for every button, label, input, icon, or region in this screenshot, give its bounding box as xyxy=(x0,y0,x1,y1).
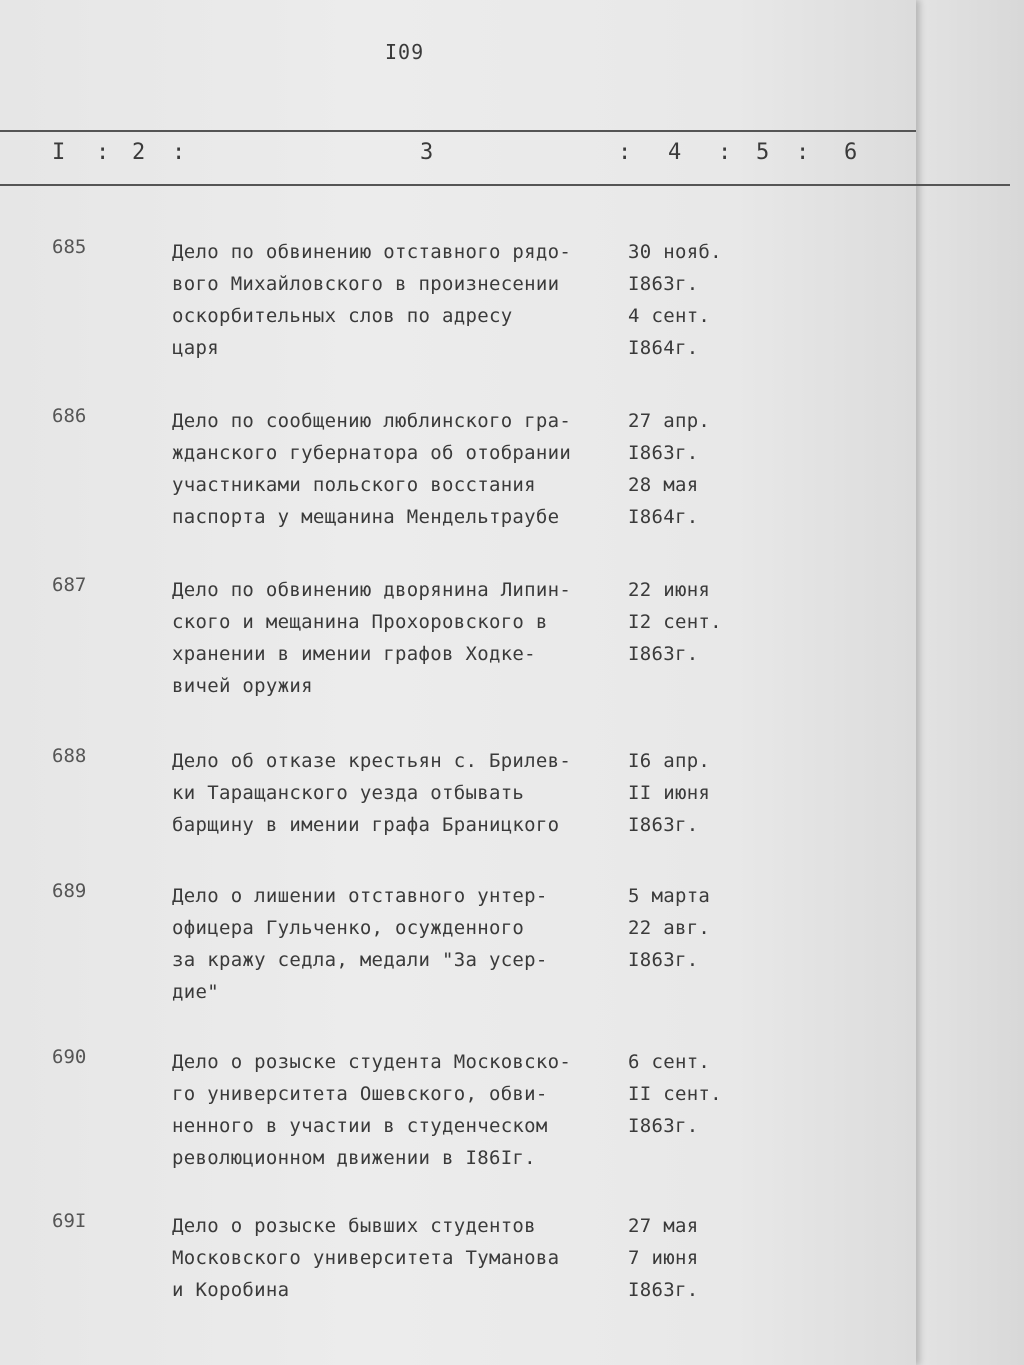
description-line: вого Михайловского в произнесении xyxy=(172,273,560,295)
description-line: революционном движении в I86Iг. xyxy=(172,1147,536,1169)
date-line: I863г. xyxy=(628,442,699,464)
entry-number: 689 xyxy=(52,880,87,902)
entry-dates xyxy=(628,1046,748,1142)
entry-dates xyxy=(628,1210,748,1306)
entry-number: 69I xyxy=(52,1210,87,1232)
description-line: офицера Гульченко, осужденного xyxy=(172,917,525,939)
date-line: 6 сент. xyxy=(628,1051,711,1073)
entry-description xyxy=(172,745,622,841)
description-line: Дело о розыске бывших студентов xyxy=(172,1215,536,1237)
date-line: I863г. xyxy=(628,1115,699,1137)
date-line: II сент. xyxy=(628,1083,722,1105)
date-line: 22 июня xyxy=(628,579,711,601)
description-line: Дело о розыске студента Московско- xyxy=(172,1051,572,1073)
entry-number: 688 xyxy=(52,745,87,767)
header-bottom-rule xyxy=(0,184,1010,186)
description-line: за кражу седла, медали "За усер- xyxy=(172,949,548,971)
entry-description xyxy=(172,1210,622,1306)
description-line: вичей оружия xyxy=(172,675,313,697)
date-line: 27 апр. xyxy=(628,410,711,432)
entry-number: 687 xyxy=(52,574,87,596)
entry-dates xyxy=(628,574,748,670)
date-line: II июня xyxy=(628,782,711,804)
description-line: Дело по обвинению дворянина Липин- xyxy=(172,579,572,601)
entry-description xyxy=(172,405,622,533)
description-line: Дело о лишении отставного унтер- xyxy=(172,885,548,907)
header-col-2: 2 xyxy=(132,140,146,165)
description-line: барщину в имении графа Браницкого xyxy=(172,814,560,836)
description-line: Дело по сообщению люблинского гра- xyxy=(172,410,572,432)
date-line: I863г. xyxy=(628,643,699,665)
date-line: I863г. xyxy=(628,814,699,836)
entry-description xyxy=(172,236,622,364)
description-line: участниками польского восстания xyxy=(172,474,536,496)
entry-description xyxy=(172,880,622,1008)
description-line: царя xyxy=(172,337,219,359)
date-line: 27 мая xyxy=(628,1215,699,1237)
date-line: I863г. xyxy=(628,1279,699,1301)
date-line: I6 апр. xyxy=(628,750,711,772)
description-line: Дело об отказе крестьян с. Брилев- xyxy=(172,750,572,772)
header-sep: : xyxy=(172,140,186,165)
date-line: I863г. xyxy=(628,273,699,295)
date-line: 7 июня xyxy=(628,1247,699,1269)
date-line: I864г. xyxy=(628,337,699,359)
description-line: дие" xyxy=(172,981,219,1003)
description-line: ненного в участии в студенческом xyxy=(172,1115,548,1137)
header-sep: : xyxy=(618,140,632,165)
header-top-rule xyxy=(0,130,916,132)
description-line: оскорбительных слов по адресу xyxy=(172,305,513,327)
description-line: жданского губернатора об отобрании xyxy=(172,442,572,464)
description-line: хранении в имении графов Ходке- xyxy=(172,643,536,665)
date-line: I864г. xyxy=(628,506,699,528)
entry-description xyxy=(172,1046,622,1174)
entry-number: 685 xyxy=(52,236,87,258)
page-number: I09 xyxy=(385,40,425,64)
header-col-4: 4 xyxy=(668,140,682,165)
date-line: I863г. xyxy=(628,949,699,971)
description-line: и Коробина xyxy=(172,1279,290,1301)
header-sep: : xyxy=(796,140,810,165)
entry-dates xyxy=(628,880,748,976)
header-col-1: I xyxy=(52,140,66,165)
date-line: 4 сент. xyxy=(628,305,711,327)
header-col-6: 6 xyxy=(844,140,858,165)
description-line: паспорта у мещанина Мендельтраубе xyxy=(172,506,560,528)
entry-dates xyxy=(628,236,748,364)
entry-number: 686 xyxy=(52,405,87,427)
description-line: Московского университета Туманова xyxy=(172,1247,560,1269)
description-line: ского и мещанина Прохоровского в xyxy=(172,611,548,633)
date-line: 30 нояб. xyxy=(628,241,722,263)
description-line: го университета Ошевского, обви- xyxy=(172,1083,548,1105)
header-sep: : xyxy=(96,140,110,165)
header-sep: : xyxy=(718,140,732,165)
date-line: 5 марта xyxy=(628,885,711,907)
entry-number: 690 xyxy=(52,1046,87,1068)
date-line: I2 сент. xyxy=(628,611,722,633)
description-line: ки Таращанского уезда отбывать xyxy=(172,782,525,804)
date-line: 22 авг. xyxy=(628,917,711,939)
entry-description xyxy=(172,574,622,702)
header-col-5: 5 xyxy=(756,140,770,165)
entry-dates xyxy=(628,405,748,533)
description-line: Дело по обвинению отставного рядо- xyxy=(172,241,572,263)
entry-dates xyxy=(628,745,748,841)
date-line: 28 мая xyxy=(628,474,699,496)
header-col-3: 3 xyxy=(420,140,434,165)
